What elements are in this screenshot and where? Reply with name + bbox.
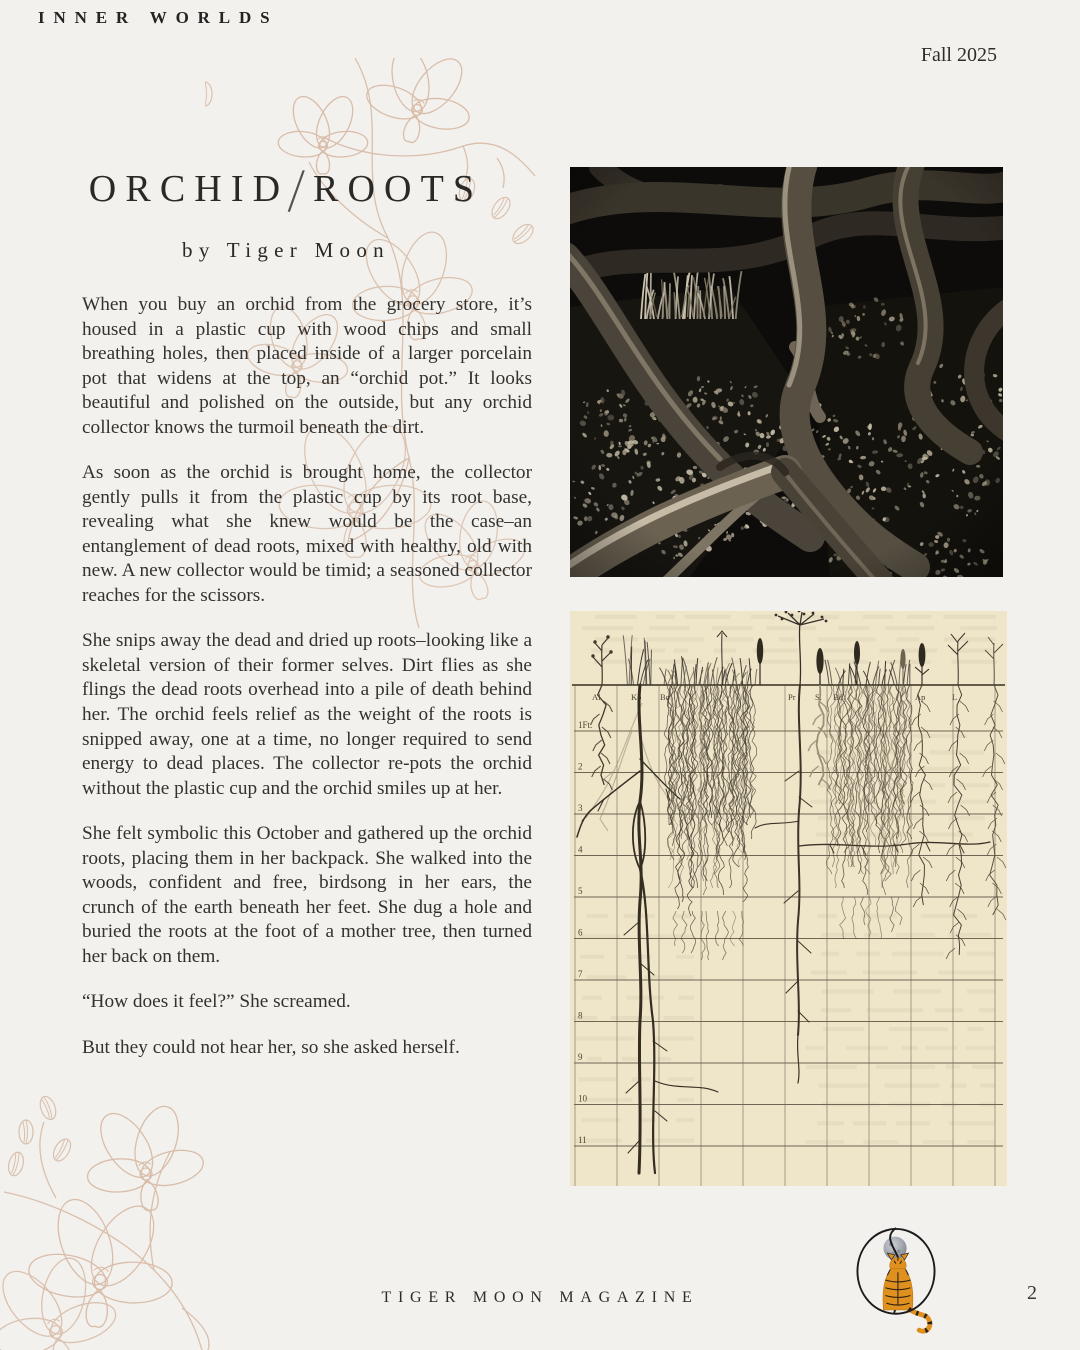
- svg-text:Ap: Ap: [915, 692, 926, 702]
- svg-text:6: 6: [578, 927, 583, 938]
- svg-text:1Ft.: 1Ft.: [578, 720, 593, 730]
- issue-date: Fall 2025: [920, 44, 997, 66]
- svg-text:8: 8: [578, 1010, 583, 1021]
- article-paragraph: When you buy an orchid from the grocery store, it’s housed in a plastic cup with wood chips and small breathing holes, then placed inside of a larger porcelain pot that widens at the top, an “orchid pot.” It looks beautiful and polished on the outside, but any orchid collector knows the turmoil beneath the dirt.: [82, 294, 532, 438]
- svg-text:Bo: Bo: [660, 692, 670, 702]
- svg-text:Bd: Bd: [833, 692, 843, 702]
- article-byline: by Tiger Moon: [182, 238, 390, 262]
- svg-text:2: 2: [578, 761, 583, 772]
- root-system-illustration: [570, 611, 1007, 1186]
- svg-text:7: 7: [578, 969, 583, 979]
- tiger-tail: [909, 1309, 930, 1331]
- svg-text:Al: Al: [592, 692, 601, 702]
- svg-text:10: 10: [578, 1093, 587, 1104]
- article-title-word-1: ORCHID: [88, 168, 290, 210]
- svg-text:S.: S.: [815, 692, 822, 702]
- article-body: [82, 293, 532, 1081]
- svg-text:5: 5: [578, 886, 583, 896]
- article-paragraph: She felt symbolic this October and gathered up the orchid roots, placing them in her backpack. She walked into the woods, confident and free, birdsong in her ears, the crunch of the earth beneath her feet. She dug a hole and buried the roots at the foot of a mother tree, then turned her back on them.: [82, 823, 532, 967]
- footer-magazine-title: TIGER MOON MAGAZINE: [381, 1289, 699, 1306]
- article-paragraph: She snips away the dead and dried up roots–looking like a skeletal version of their former selves. Dirt flies as she flings the dead roots overhead into a pile of death behind her. The orchid feels relief as the weight of the roots is snipped away, one at a time, no longer required to send energy to dead places. The collector re-pots the orchid without the plastic cup and the orchid smiles up at her.: [82, 630, 532, 799]
- article-paragraph: As soon as the orchid is brought home, the collector gently pulls it from the plastic cup by its root base, revealing what she knew would be the case–an entanglement of dead roots, mixed with healthy, old with new. A new collector would be timid; a seasoned collector reaches for the scissors.: [82, 462, 532, 606]
- svg-text:L: L: [952, 692, 958, 702]
- article-paragraph: “How does it feel?” She screamed.: [82, 991, 351, 1013]
- svg-text:Pr: Pr: [788, 692, 796, 702]
- article-paragraph: But they could not hear her, so she asked herself.: [82, 1036, 460, 1058]
- masthead-title: INNER WORLDS: [38, 8, 279, 27]
- article-title: [50, 153, 522, 228]
- svg-text:3: 3: [578, 803, 583, 813]
- tiger-moon-logo: [843, 1218, 949, 1344]
- svg-text:4: 4: [578, 844, 583, 855]
- svg-text:Ko: Ko: [631, 692, 642, 702]
- title-slash-ornament: /: [286, 153, 316, 228]
- article-title-word-2: ROOTS: [313, 168, 484, 210]
- svg-text:11: 11: [578, 1135, 587, 1145]
- svg-text:9: 9: [578, 1052, 583, 1062]
- tiger-icon: [883, 1253, 930, 1331]
- orchid-line-art-bottom: [0, 1070, 250, 1350]
- roots-photograph: [570, 167, 1003, 577]
- page-number: 2: [1027, 1282, 1037, 1304]
